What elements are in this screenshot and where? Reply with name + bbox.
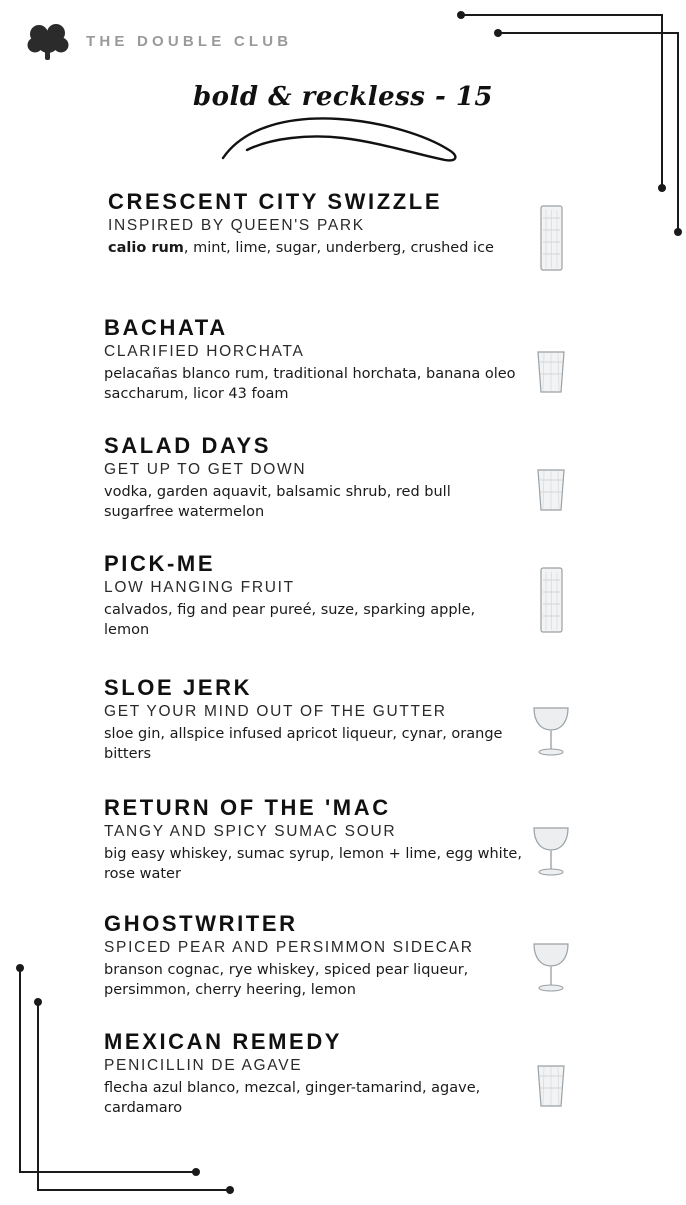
menu-item-description — [108, 239, 528, 259]
menu-item-name: RETURN OF THE 'MAC — [104, 795, 391, 820]
page-header — [26, 20, 292, 62]
menu-item-subtitle: INSPIRED BY QUEEN'S PARK — [108, 217, 365, 235]
rocks-glass-icon — [524, 444, 578, 520]
menu-item-description: sloe gin, allspice infused apricot liqueur, cynar, orange bitters — [104, 726, 503, 762]
rocks-glass-icon — [524, 326, 578, 402]
menu-item — [0, 434, 686, 530]
menu-item — [0, 912, 686, 1008]
menu-title-block — [0, 82, 686, 171]
cocktail-menu-list — [0, 190, 686, 1126]
highball-cut-glass-icon — [524, 562, 578, 638]
cloud-cluster-logo-icon — [26, 20, 70, 62]
highball-cut-glass-icon — [524, 200, 578, 276]
menu-item-name: SALAD DAYS — [104, 433, 271, 458]
menu-item-description: vodka, garden aquavit, balsamic shrub, red bull sugarfree watermelon — [104, 484, 451, 520]
coupe-glass-icon — [524, 922, 578, 998]
menu-item-subtitle: GET UP TO GET DOWN — [104, 461, 307, 479]
menu-item-name: CRESCENT CITY SWIZZLE — [108, 189, 443, 214]
menu-item-spirit: calio rum — [108, 240, 184, 257]
menu-item — [0, 552, 686, 648]
menu-item-description: big easy whiskey, sumac syrup, lemon + lime, egg white, rose water — [104, 846, 522, 882]
menu-item-subtitle: PENICILLIN DE AGAVE — [104, 1057, 303, 1075]
menu-item-name: SLOE JERK — [104, 675, 253, 700]
menu-item-description: pelacañas blanco rum, traditional horchata, banana oleo saccharum, licor 43 foam — [104, 366, 516, 402]
menu-item-subtitle: SPICED PEAR AND PERSIMMON SIDECAR — [104, 939, 474, 957]
menu-item — [0, 796, 686, 892]
menu-item-name: GHOSTWRITER — [104, 911, 298, 936]
menu-item-description-rest: , mint, lime, sugar, underberg, crushed ice — [183, 240, 494, 257]
menu-item-description: calvados, fig and pear pureé, suze, sparking apple, lemon — [104, 602, 476, 638]
menu-item-subtitle: CLARIFIED HORCHATA — [104, 343, 305, 361]
menu-item-description: flecha azul blanco, mezcal, ginger-tamarind, agave, cardamaro — [104, 1080, 481, 1116]
menu-item-name: BACHATA — [104, 315, 228, 340]
coupe-glass-icon — [524, 806, 578, 882]
menu-item-subtitle: TANGY AND SPICY SUMAC SOUR — [104, 823, 397, 841]
menu-item-name: MEXICAN REMEDY — [104, 1029, 343, 1054]
menu-item-name: PICK-ME — [104, 551, 216, 576]
rocks-glass-icon — [524, 1040, 578, 1116]
menu-item-subtitle: LOW HANGING FRUIT — [104, 579, 295, 597]
menu-item-subtitle: GET YOUR MIND OUT OF THE GUTTER — [104, 703, 447, 721]
menu-item — [0, 1030, 686, 1126]
page-title: bold & reckless - 15 — [192, 82, 493, 112]
menu-item — [0, 316, 686, 412]
brand-title: THE DOUBLE CLUB — [86, 32, 293, 50]
menu-item-description: branson cognac, rye whiskey, spiced pear liqueur, persimmon, cherry heering, lemon — [104, 962, 469, 998]
coupe-glass-icon — [524, 686, 578, 762]
menu-item — [0, 676, 686, 772]
calligraphic-swash-icon — [0, 110, 686, 171]
menu-item — [0, 190, 686, 286]
